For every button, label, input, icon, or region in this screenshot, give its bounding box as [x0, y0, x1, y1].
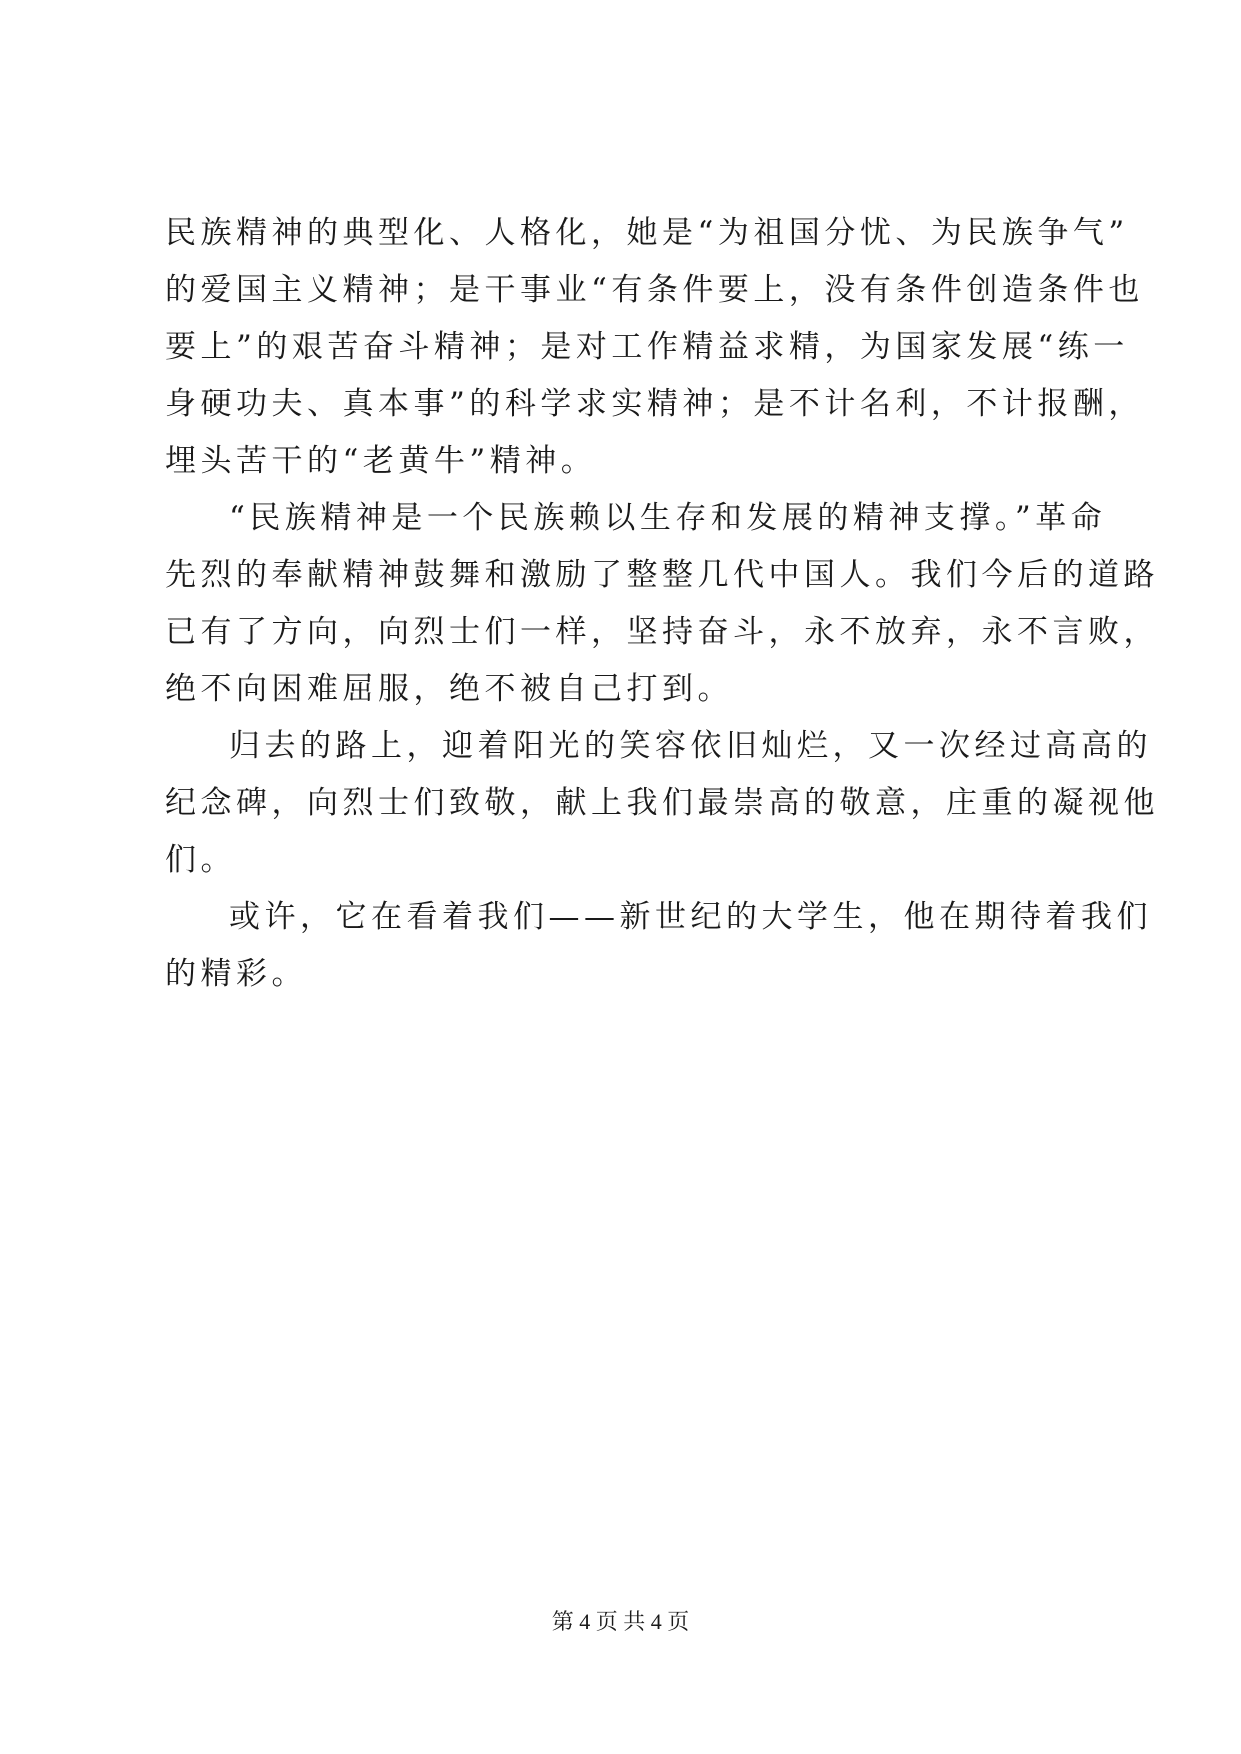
paragraph-3: [165, 718, 1159, 889]
paragraph-1: [165, 205, 1144, 490]
paragraph-line: 或许，它在看着我们——新世纪的大学生，他在期待着我们: [229, 899, 1152, 935]
paragraph-line: 先烈的奉献精神鼓舞和激励了整整几代中国人。我们今后的道路: [165, 557, 1159, 593]
paragraph-line: 绝不向困难屈服，绝不被自己打到。: [165, 671, 733, 707]
paragraph-line: 们。: [165, 842, 236, 878]
paragraph-line: 的爱国主义精神；是干事业“有条件要上，没有条件创造条件也: [165, 272, 1144, 308]
paragraph-2: [165, 490, 1159, 718]
paragraph-line: 要上”的艰苦奋斗精神；是对工作精益求精，为国家发展“练一: [165, 329, 1129, 365]
paragraph-line: 的精彩。: [165, 956, 307, 992]
paragraph-line: 民族精神的典型化、人格化，她是“为祖国分忧、为民族争气”: [165, 215, 1129, 251]
paragraph-4: [165, 889, 1152, 1003]
paragraph-line: 纪念碑，向烈士们致敬，献上我们最崇高的敬意，庄重的凝视他: [165, 785, 1159, 821]
paragraph-line: 身硬功夫、真本事”的科学求实精神；是不计名利，不计报酬，: [165, 386, 1144, 422]
document-body: [165, 205, 1159, 1003]
paragraph-line: 埋头苦干的“老黄牛”精神。: [165, 443, 597, 479]
page-number-footer: 第 4 页 共 4 页: [551, 1609, 690, 1634]
paragraph-line: 已有了方向，向烈士们一样，坚持奋斗，永不放弃，永不言败，: [165, 614, 1159, 650]
paragraph-line: “民族精神是一个民族赖以生存和发展的精神支撑。”革命: [229, 500, 1107, 536]
paragraph-line: 归去的路上，迎着阳光的笑容依旧灿烂，又一次经过高高的: [229, 728, 1152, 764]
